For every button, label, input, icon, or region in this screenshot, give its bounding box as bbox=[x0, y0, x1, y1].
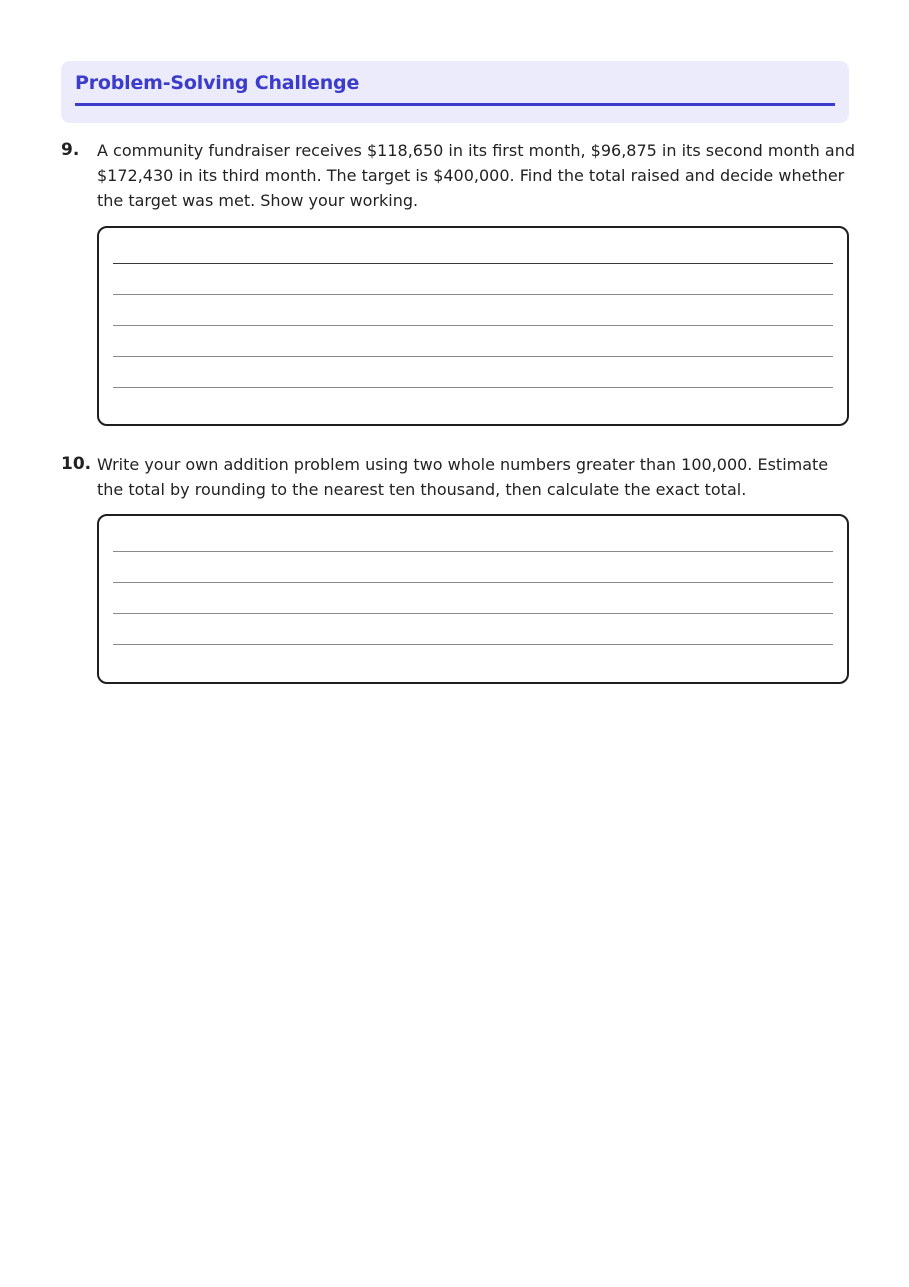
writing-line bbox=[113, 263, 833, 264]
question-9 bbox=[61, 138, 855, 213]
section-title-underline bbox=[75, 103, 835, 106]
writing-line bbox=[113, 613, 833, 614]
question-text: A community fundraiser receives $118,650 in its first month, $96,875 in its second month and $172,430 in its third month. The target is $400,000. Find the total raised and decide whether the target was met. Show your working. bbox=[97, 141, 855, 210]
writing-line bbox=[113, 644, 833, 645]
writing-line bbox=[113, 387, 833, 388]
answer-box-question-10[interactable] bbox=[97, 514, 849, 684]
section-title: Problem-Solving Challenge bbox=[75, 72, 360, 94]
answer-box-question-9[interactable] bbox=[97, 226, 849, 426]
question-text: Write your own addition problem using two whole numbers greater than 100,000. Estimate the total by rounding to the nearest ten thousand, then calculate the exact total. bbox=[97, 455, 829, 499]
section-header bbox=[61, 61, 849, 123]
question-number: 10. bbox=[61, 454, 92, 474]
question-number: 9. bbox=[61, 140, 80, 160]
writing-line bbox=[113, 551, 833, 552]
writing-line bbox=[113, 294, 833, 295]
writing-line bbox=[113, 325, 833, 326]
writing-line bbox=[113, 356, 833, 357]
question-10 bbox=[61, 452, 851, 502]
writing-line bbox=[113, 582, 833, 583]
